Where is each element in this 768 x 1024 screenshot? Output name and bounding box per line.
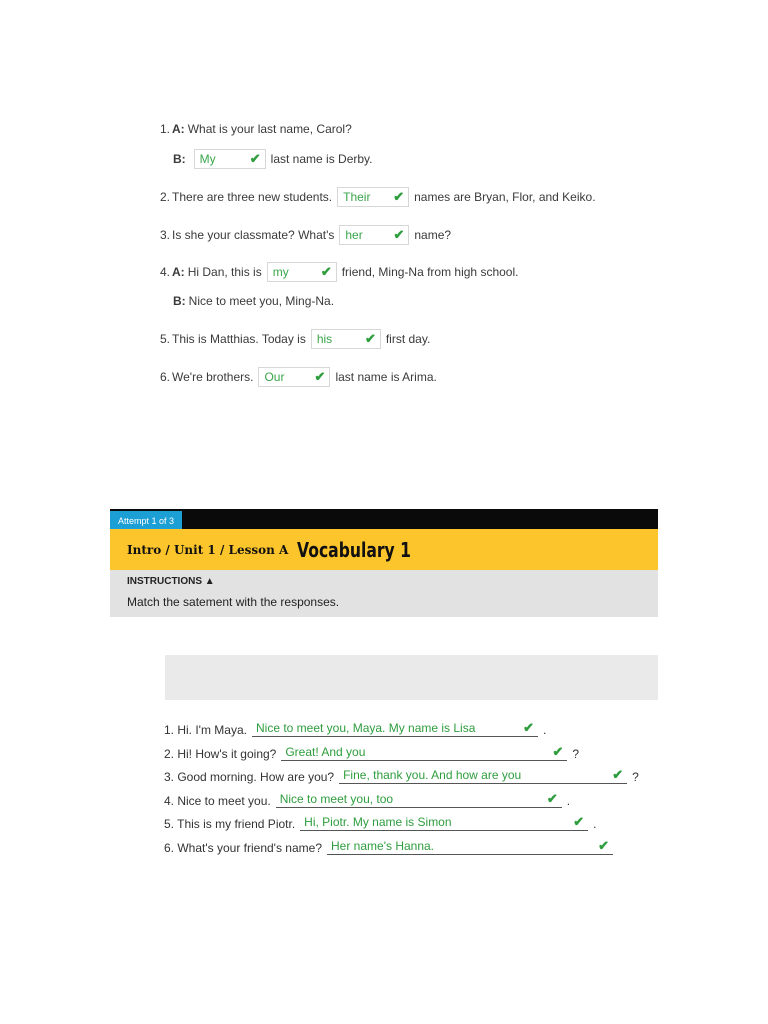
answer-field[interactable] [339, 766, 627, 784]
answer-field[interactable] [281, 743, 567, 761]
answer-text: Hi, Piotr. My name is Simon [304, 814, 452, 829]
sentence-text: name? [414, 228, 452, 242]
match-item-1 [164, 719, 546, 737]
check-icon: ✔ [314, 369, 326, 384]
sentence-text: last name is Derby. [270, 152, 373, 166]
sentence-text: Hi Dan, this is [187, 265, 262, 279]
check-icon: ✔ [612, 766, 624, 782]
answer-text: his [316, 332, 333, 346]
item-1a [160, 121, 352, 137]
item-1b [173, 149, 372, 169]
answer-text: Our [264, 370, 285, 384]
item-5 [160, 329, 430, 349]
check-icon: ✔ [393, 189, 405, 204]
sentence-text: What is your last name, Carol? [187, 122, 352, 136]
match-prompt: 5. This is my friend Piotr. [164, 817, 296, 831]
item-number: 1. [160, 122, 171, 136]
match-item-3 [164, 766, 639, 784]
punctuation: . [542, 723, 547, 737]
check-icon: ✔ [546, 790, 558, 806]
sentence-text: This is Matthias. Today is [172, 332, 306, 346]
item-3 [160, 225, 451, 245]
match-prompt: 1. Hi. I'm Maya. [164, 723, 247, 737]
speaker-label: A: [172, 265, 185, 279]
item-2 [160, 187, 596, 207]
answer-text: Great! And you [285, 744, 366, 759]
check-icon: ✔ [552, 743, 564, 759]
match-prompt: 4. Nice to meet you. [164, 794, 271, 808]
check-icon: ✔ [573, 813, 585, 829]
item-number: 4. [160, 265, 171, 279]
answer-field[interactable] [276, 790, 562, 808]
sentence-text: names are Bryan, Flor, and Keiko. [414, 190, 596, 204]
attempt-badge: Attempt 1 of 3 [110, 511, 182, 531]
page-title: Vocabulary 1 [297, 537, 412, 562]
item-number: 2. [160, 190, 171, 204]
answer-field[interactable] [267, 262, 337, 282]
sentence-text: Nice to meet you, Ming-Na. [188, 294, 335, 308]
item-6 [160, 367, 437, 387]
check-icon: ✔ [249, 151, 261, 166]
punctuation: . [593, 817, 597, 831]
speaker-label: B: [173, 294, 186, 308]
match-item-2 [164, 743, 579, 761]
instructions-panel [110, 570, 658, 617]
answer-field[interactable] [258, 367, 330, 387]
answer-text: My [199, 152, 216, 166]
answer-text: Their [343, 190, 371, 204]
answer-text: Fine, thank you. And how are you [343, 767, 522, 782]
answer-field[interactable] [194, 149, 266, 169]
answer-field[interactable] [327, 837, 613, 855]
item-4a [160, 262, 518, 282]
match-item-4 [164, 790, 570, 808]
item-4b [173, 293, 334, 309]
check-icon: ✔ [364, 331, 376, 346]
answer-text: Nice to meet you, too [279, 791, 394, 806]
answer-field[interactable] [252, 719, 538, 737]
match-item-5 [164, 813, 597, 831]
speaker-label: B: [173, 152, 186, 166]
check-icon: ✔ [320, 264, 332, 279]
answer-field[interactable] [311, 329, 381, 349]
item-number: 6. [160, 370, 171, 384]
answer-field[interactable] [300, 813, 588, 831]
speaker-label: A: [172, 122, 185, 136]
punctuation: . [566, 794, 571, 808]
check-icon: ✔ [393, 227, 405, 242]
lesson-title-bar [110, 529, 658, 570]
answer-text: my [272, 265, 289, 279]
answer-field[interactable] [337, 187, 409, 207]
sentence-text: first day. [385, 332, 431, 346]
punctuation: ? [632, 770, 639, 784]
check-icon: ✔ [598, 837, 609, 853]
instructions-text: Match the satement with the responses. [127, 595, 340, 609]
sentence-text: friend, Ming-Na from high school. [341, 265, 519, 279]
match-prompt: 2. Hi! How's it going? [164, 747, 277, 761]
answer-text: Nice to meet you, Maya. My name is Lisa [255, 720, 476, 735]
item-number: 3. [160, 228, 171, 242]
match-prompt: 3. Good morning. How are you? [164, 770, 335, 784]
answer-text: her [345, 228, 363, 242]
sentence-text: Is she your classmate? What's [172, 228, 335, 242]
breadcrumb: Intro / Unit 1 / Lesson A [127, 542, 289, 557]
response-bank-panel [165, 655, 658, 700]
sentence-text: We're brothers. [172, 370, 254, 384]
top-bar [110, 509, 658, 529]
check-icon: ✔ [523, 719, 534, 735]
punctuation: ? [572, 747, 580, 761]
sentence-text: There are three new students. [172, 190, 333, 204]
answer-field[interactable] [339, 225, 409, 245]
answer-text: Her name's Hanna. [331, 838, 435, 853]
sentence-text: last name is Arima. [335, 370, 437, 384]
match-prompt: 6. What's your friend's name? [164, 841, 322, 855]
match-item-6 [164, 837, 618, 855]
item-number: 5. [160, 332, 171, 346]
instructions-toggle[interactable]: INSTRUCTIONS ▲ [127, 576, 215, 587]
